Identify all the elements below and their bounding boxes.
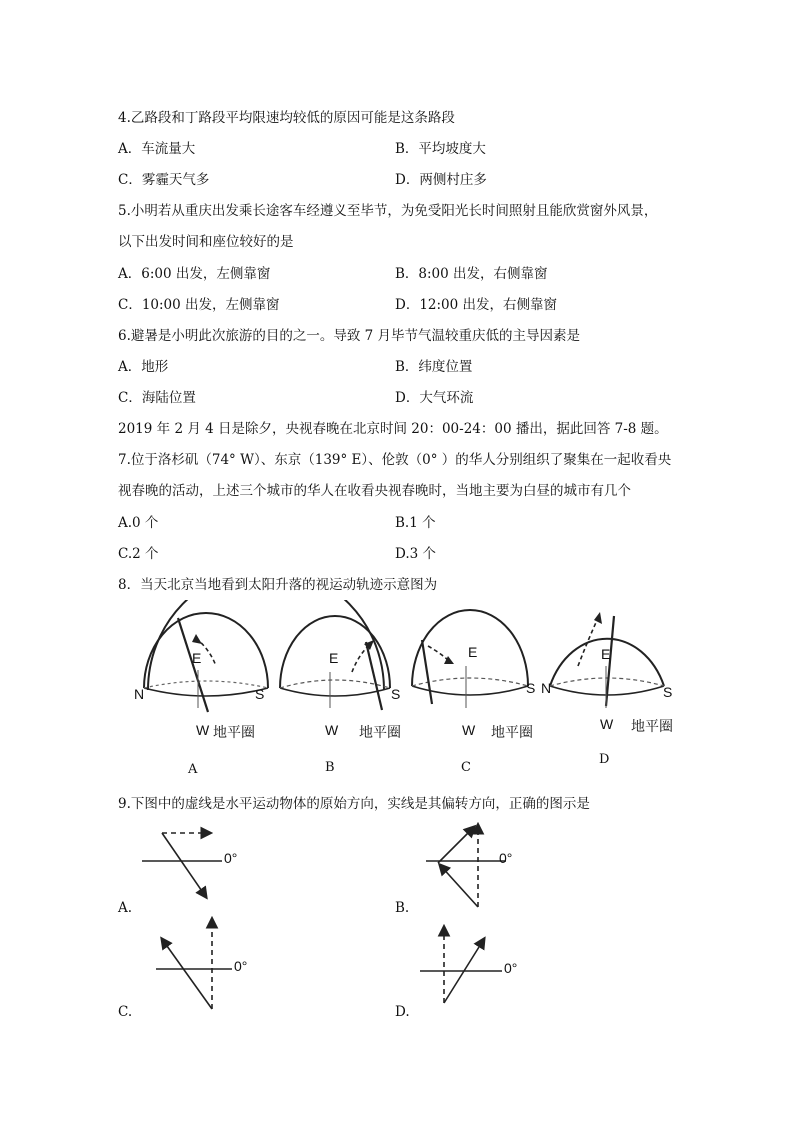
q4-option-d: D．两侧村庄多 [395,172,487,188]
q7-option-c: C.2 个 [118,546,159,562]
c-east-label: E [468,644,478,660]
a-west-label: W [196,722,210,738]
diagram-c-zero-label: 0° [234,958,248,974]
q6-option-b: B．纬度位置 [395,359,473,375]
q7-stem-line1: 7.位于洛杉矶（74° W）、东京（139° E）、伦敦（0° ）的华人分别组织了聚集在一起收看央 [118,452,672,468]
fig-label-c: C [461,760,471,775]
q9-option-a: A. [118,900,133,916]
q4-stem: 4.乙路段和丁路段平均限速均较低的原因可能是这条路段 [118,110,455,126]
d-north-label: N [541,680,552,696]
diagram-d [420,927,502,1003]
intro-q7-q8: 2019 年 2 月 4 日是除夕，央视春晚在北京时间 20：00-24：00 播出，据此回答 7-8 题。 [118,421,668,437]
q5-option-b: B．8:00 出发，右侧靠窗 [395,266,548,282]
q5-option-c: C．10:00 出发，左侧靠窗 [118,297,280,313]
q6-option-a: A．地形 [118,359,169,375]
a-horizon-label: 地平圈 [213,724,255,740]
c-horizon-label: 地平圈 [491,724,533,740]
q6-option-d: D．大气环流 [395,390,474,406]
c-west-label: W [462,722,476,738]
q5-stem-line2: 以下出发时间和座位较好的是 [118,234,294,250]
q9-option-b: B. [395,900,410,916]
d-east-label: E [601,646,611,662]
q6-option-c: C．海陆位置 [118,390,196,406]
q5-option-d: D．12:00 出发，右侧靠窗 [395,297,558,313]
a-north-label: N [134,686,145,702]
b-west-label: W [325,722,339,738]
q5-stem-line1: 5.小明若从重庆出发乘长途客车经遵义至毕节，为免受阳光长时间照射且能欣赏窗外风景， [118,203,658,219]
q7-option-d: D.3 个 [395,546,437,562]
fig-label-d: D [599,752,610,767]
q9-option-c: C. [118,1004,133,1020]
fig-label-b: B [325,760,335,775]
q7-option-a: A.0 个 [118,515,159,531]
d-south-label: S [663,684,673,700]
q7-stem-line2: 视春晚的活动，上述三个城市的华人在收看央视春晚时，当地主要为白昼的城市有几个 [118,483,631,499]
diagram-a-zero-label: 0° [224,850,238,866]
q9-deflection-diagrams [118,815,558,1025]
q8-hemispheres [130,600,680,785]
q4-option-a: A．车流量大 [118,141,196,157]
q4-option-b: B．平均坡度大 [395,141,486,157]
fig-label-a: A [188,762,198,777]
d-west-label: W [600,716,614,732]
q6-stem: 6.避暑是小明此次旅游的目的之一。导致 7 月毕节气温较重庆低的主导因素是 [118,328,581,344]
q5-option-a: A．6:00 出发，左侧靠窗 [118,266,271,282]
diagram-b [426,825,506,907]
a-east-label: E [192,650,202,666]
diagram-d-zero-label: 0° [504,960,518,976]
d-horizon-label: 地平圈 [631,718,673,734]
a-south-label: S [255,686,265,702]
diagram-a [142,833,222,897]
b-south-label: S [391,686,401,702]
b-horizon-label: 地平圈 [359,724,401,740]
diagram-c [156,919,232,1009]
q7-option-b: B.1 个 [395,515,436,531]
q8-stem: 8．当天北京当地看到太阳升落的视运动轨迹示意图为 [118,577,438,593]
q9-option-d: D. [395,1004,410,1020]
c-south-label: S [526,680,536,696]
diagram-b-zero-label: 0° [499,850,513,866]
hemisphere-a-group [144,613,268,712]
q4-option-c: C．雾霾天气多 [118,172,210,188]
q9-stem: 9.下图中的虚线是水平运动物体的原始方向，实线是其偏转方向，正确的图示是 [118,796,590,812]
b-east-label: E [329,650,339,666]
